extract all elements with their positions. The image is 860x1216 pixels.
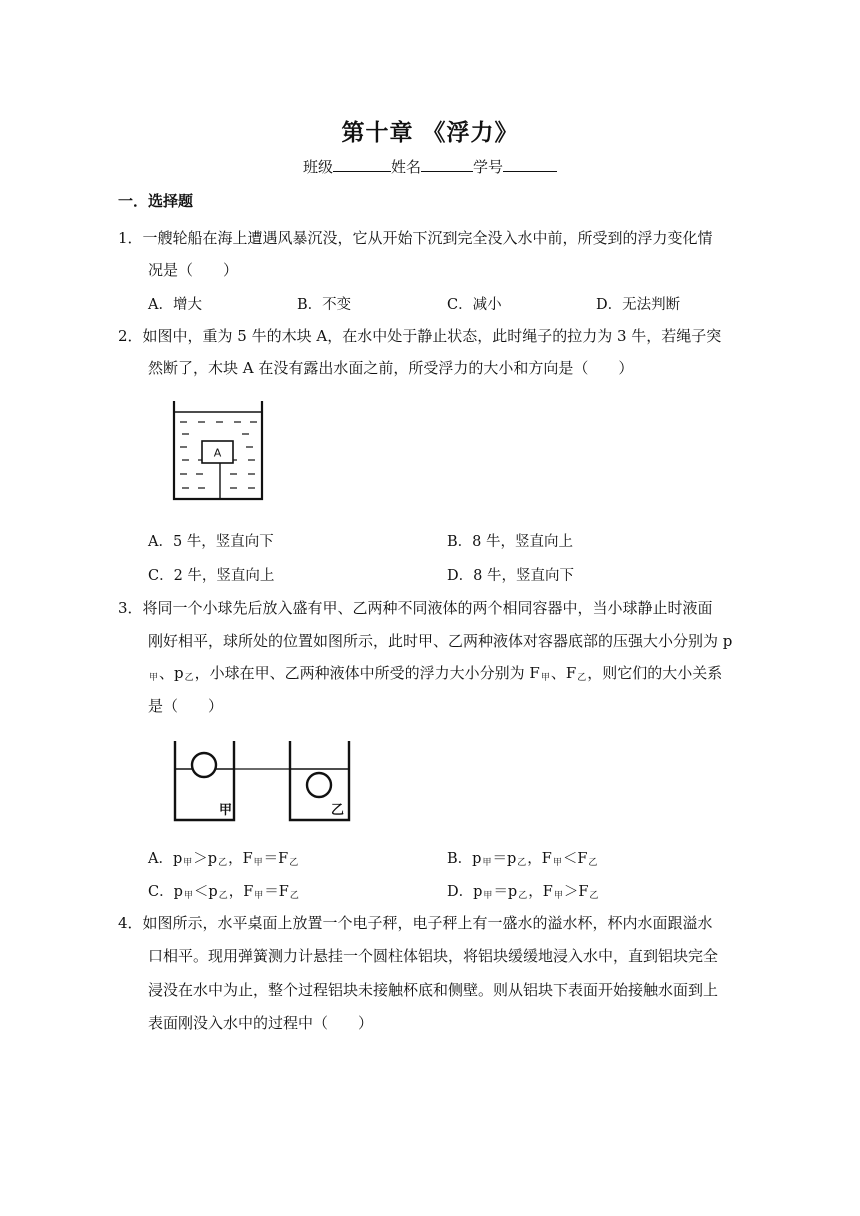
q1-option-d[interactable]: D．无法判断 (596, 297, 681, 313)
wood-block-label: A (213, 446, 222, 460)
q3-option-b[interactable]: B．$p_甲=p_乙$，$F_甲<F_乙$ (447, 851, 598, 868)
q1-line2: 况是（ ） (148, 261, 239, 279)
name-blank[interactable] (421, 157, 473, 172)
id-label: 学号 (473, 158, 504, 176)
q4-line1: 4．如图所示，水平桌面上放置一个电子秤，电子秤上有一盛水的溢水杯，杯内水面跟溢水 (118, 914, 713, 932)
q2-line1: 2．如图中，重为 5 牛的木块 A，在水中处于静止状态，此时绳子的拉力为 3 牛，若绳子突 (118, 327, 722, 345)
q2-option-a[interactable]: A．5 牛，竖直向下 (148, 534, 274, 550)
name-label: 姓名 (390, 158, 421, 176)
class-blank[interactable] (333, 157, 391, 172)
q4-line2: 口相平。现用弹簧测力计悬挂一个圆柱体铝块，将铝块缓缓地浸入水中，直到铝块完全 (148, 947, 719, 965)
q2-option-c[interactable]: C．2 牛，竖直向上 (148, 568, 275, 584)
q3-line3: $_甲$、$p_乙$，小球在甲、乙两种液体中所受的浮力大小分别为 $F_甲$、$F_乙$，则它们的大小关系 (149, 664, 723, 683)
q3-figure-containers (168, 738, 364, 824)
q2-option-b[interactable]: B．8 牛，竖直向上 (447, 534, 573, 550)
label-yi: 乙 (331, 803, 345, 818)
container-yi (290, 741, 349, 820)
q4-line3: 浸没在水中为止，整个过程铝块未接触杯底和侧壁。则从铝块下表面开始接触水面到上 (148, 981, 719, 999)
label-jia: 甲 (219, 803, 233, 818)
q3-line2: 刚好相平，球所处的位置如图所示，此时甲、乙两种液体对容器底部的压强大小分别为 p (148, 632, 733, 650)
section-heading: 一．选择题 (118, 192, 194, 210)
ball-yi (307, 773, 331, 797)
q2-figure-container (168, 398, 268, 504)
q2-line2: 然断了，木块 A 在没有露出水面之前，所受浮力的大小和方向是（ ） (148, 359, 634, 377)
q3-option-a[interactable]: A．$p_甲>p_乙$，$F_甲=F_乙$ (148, 851, 299, 868)
q1-option-b[interactable]: B．不变 (297, 297, 352, 313)
container-jia (175, 741, 234, 820)
q2-option-d[interactable]: D．8 牛，竖直向下 (447, 568, 574, 584)
q3-line4: 是（ ） (148, 697, 224, 715)
id-blank[interactable] (503, 157, 557, 172)
q4-line4: 表面刚没入水中的过程中（ ） (148, 1014, 374, 1032)
q1-option-c[interactable]: C．减小 (447, 297, 502, 313)
q3-option-d[interactable]: D．$p_甲=p_乙$，$F_甲>F_乙$ (447, 884, 599, 901)
class-label: 班级 (302, 158, 333, 176)
ball-jia (192, 753, 216, 777)
student-info (0, 156, 860, 177)
q3-line1: 3．将同一个小球先后放入盛有甲、乙两种不同液体的两个相同容器中，当小球静止时液面 (118, 599, 713, 617)
q1-line1: 1．一艘轮船在海上遭遇风暴沉没，它从开始下沉到完全没入水中前，所受到的浮力变化情 (118, 229, 713, 247)
q3-option-c[interactable]: C．$p_甲<p_乙$，$F_甲=F_乙$ (148, 884, 299, 901)
page-title: 第十章 《浮力》 (341, 119, 519, 146)
q1-option-a[interactable]: A．增大 (148, 297, 202, 313)
